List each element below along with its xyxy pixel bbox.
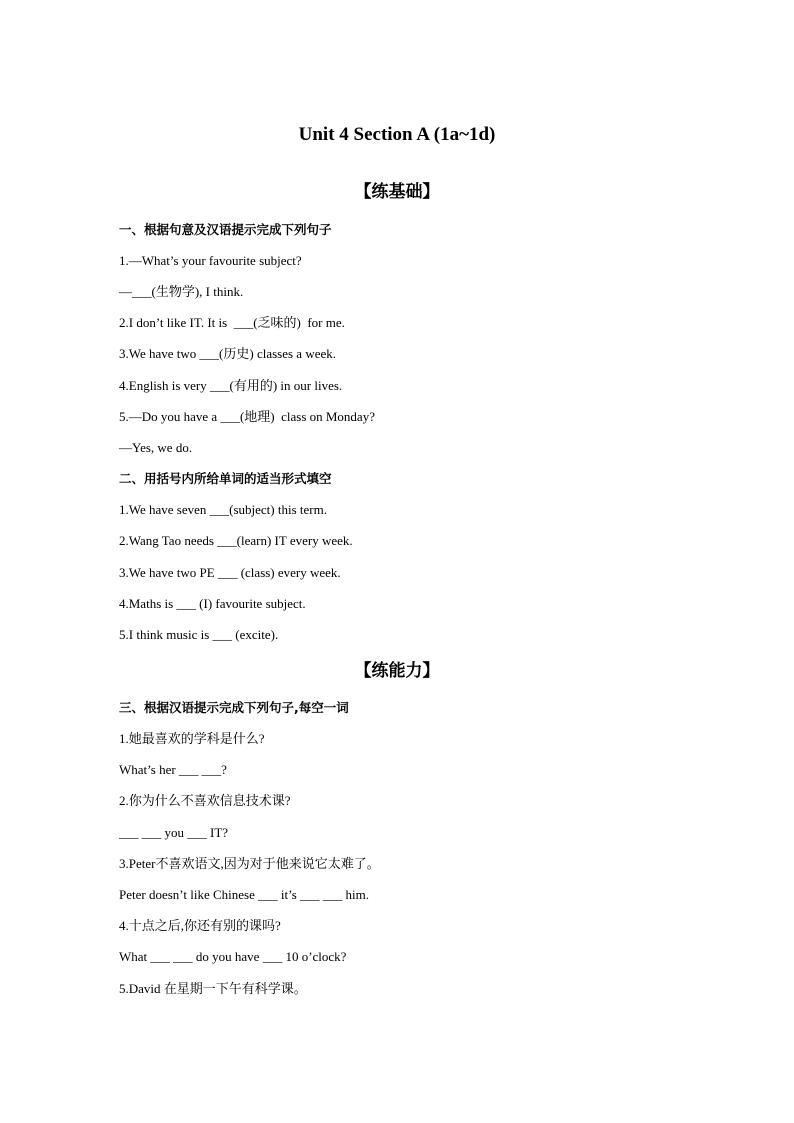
- exercise-line: 4.Maths is ___ (I) favourite subject.: [119, 596, 306, 611]
- exercise-line: —___(生物学), I think.: [119, 284, 244, 299]
- exercise-line: —Yes, we do.: [119, 440, 193, 455]
- exercise-line: 4.English is very ___(有用的) in our lives.: [119, 378, 343, 393]
- exercise-line: 3.We have two ___(历史) classes a week.: [119, 346, 336, 361]
- exercise-line: Peter doesn’t like Chinese ___ it’s ___ ___ him.: [119, 887, 369, 902]
- exercise-line: 3.Peter不喜欢语文,因为对于他来说它太难了。: [119, 856, 380, 871]
- exercise-line: 5.David 在星期一下午有科学课。: [119, 981, 307, 996]
- exercise-line: 4.十点之后,你还有别的课吗?: [119, 918, 281, 933]
- exercise-line: What’s her ___ ___?: [119, 762, 227, 777]
- exercise-line: 1.她最喜欢的学科是什么?: [119, 731, 265, 746]
- exercise-line: 2.Wang Tao needs ___(learn) IT every week.: [119, 533, 353, 548]
- section-heading-basics: 【练基础】: [354, 182, 440, 202]
- exercise-line: ___ ___ you ___ IT?: [119, 825, 229, 840]
- exercise-line: 2.你为什么不喜欢信息技术课?: [119, 793, 291, 808]
- exercise-line: 1.—What’s your favourite subject?: [119, 253, 302, 268]
- exercise-line: 2.I don’t like IT. It is ___(乏味的) for me.: [119, 315, 345, 330]
- exercise-line: 5.I think music is ___ (excite).: [119, 627, 279, 642]
- exercise-line: 3.We have two PE ___ (class) every week.: [119, 565, 341, 580]
- part-heading-3: 三、根据汉语提示完成下列句子,每空一词: [119, 700, 349, 715]
- part-heading-1: 一、根据句意及汉语提示完成下列句子: [119, 222, 332, 237]
- section-heading-ability: 【练能力】: [354, 661, 440, 681]
- part-heading-2: 二、用括号内所给单词的适当形式填空: [119, 471, 332, 486]
- exercise-line: 5.—Do you have a ___(地理) class on Monday?: [119, 409, 375, 424]
- page-title: Unit 4 Section A (1a~1d): [298, 124, 496, 145]
- exercise-line: 1.We have seven ___(subject) this term.: [119, 502, 327, 517]
- exercise-line: What ___ ___ do you have ___ 10 o’clock?: [119, 949, 347, 964]
